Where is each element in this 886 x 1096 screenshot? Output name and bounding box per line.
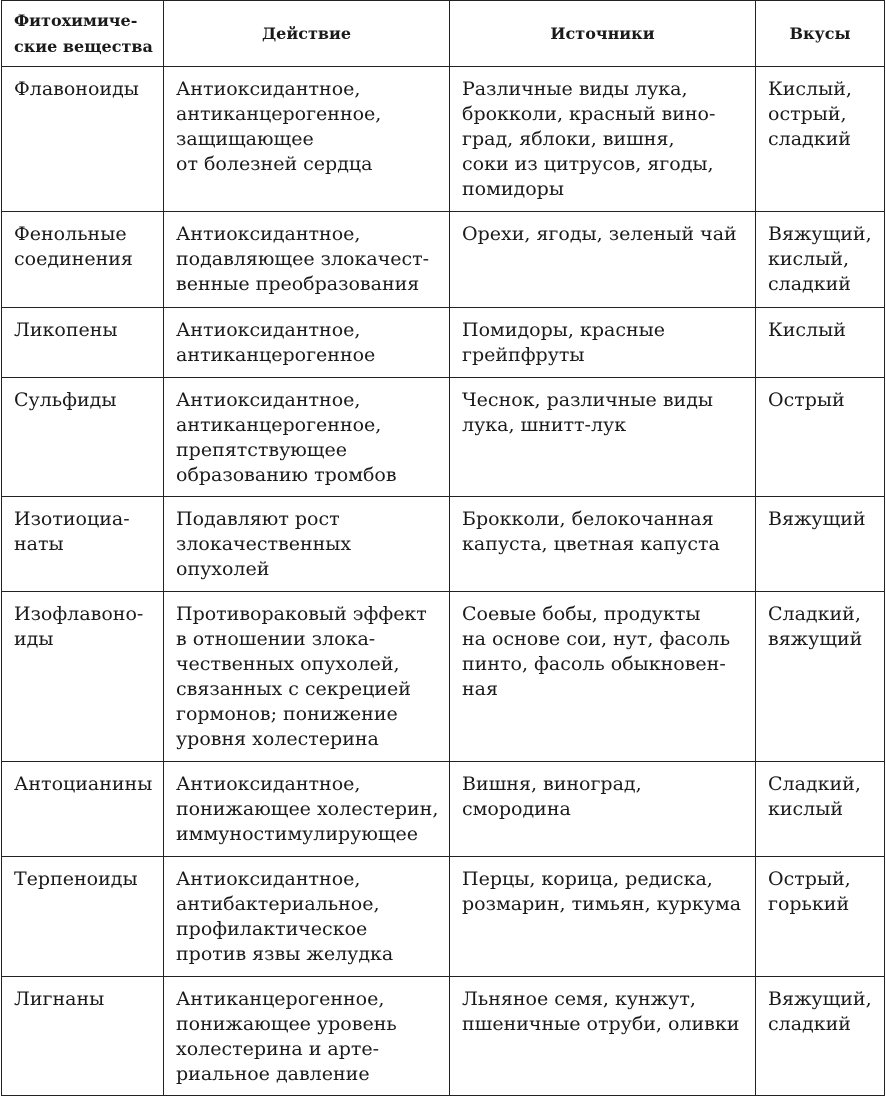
cell-tastes: Вяжущий, кислый, сладкий (756, 212, 885, 308)
cell-tastes: Кислый (756, 308, 885, 378)
cell-sources: Помидоры, красные грейпфруты (450, 308, 756, 378)
cell-action: Антиоксидантное, антиканцерогенное, защищающее от болезней сердца (164, 67, 450, 212)
cell-sources: Чеснок, различные виды лука, шнитт-лук (450, 378, 756, 497)
cell-tastes: Сладкий, вяжущий (756, 592, 885, 762)
cell-sources: Соевые бобы, продукты на основе сои, нут, фасоль пинто, фасоль обыкновен- ная (450, 592, 756, 762)
cell-sources: Различные виды лука, брокколи, красный вино- град, яблоки, вишня, соки из цитрусов, ягоды, помидоры (450, 67, 756, 212)
cell-tastes: Сладкий, кислый (756, 762, 885, 857)
cell-action: Антиканцерогенное, понижающее уровень холестерина и арте- риальное давление (164, 977, 450, 1096)
table-row (2, 857, 885, 977)
cell-substance: Изотиоциа- наты (2, 497, 164, 592)
table-row (2, 977, 885, 1096)
cell-tastes: Острый (756, 378, 885, 497)
cell-substance: Терпеноиды (2, 857, 164, 977)
cell-substance: Ликопены (2, 308, 164, 378)
cell-sources: Вишня, виноград, смородина (450, 762, 756, 857)
table-row (2, 378, 885, 497)
cell-action: Антиоксидантное, антибактериальное, профилактическое против язвы желудка (164, 857, 450, 977)
table-row (2, 308, 885, 378)
cell-sources: Орехи, ягоды, зеленый чай (450, 212, 756, 308)
header-substances: Фитохимиче- ские вещества (2, 1, 164, 67)
cell-sources: Перцы, корица, редиска, розмарин, тимьян, куркума (450, 857, 756, 977)
cell-substance: Лигнаны (2, 977, 164, 1096)
cell-action: Антиоксидантное, подавляющее злокачест- венные преобразования (164, 212, 450, 308)
header-action: Действие (164, 1, 450, 67)
table-row (2, 212, 885, 308)
cell-sources: Льняное семя, кунжут, пшеничные отруби, оливки (450, 977, 756, 1096)
cell-substance: Фенольные соединения (2, 212, 164, 308)
cell-action: Антиоксидантное, понижающее холестерин, иммуностимулирующее (164, 762, 450, 857)
header-tastes: Вкусы (756, 1, 885, 67)
table-row (2, 592, 885, 762)
phytochemicals-table (1, 0, 885, 1096)
cell-sources: Брокколи, белокочанная капуста, цветная капуста (450, 497, 756, 592)
header-row (2, 1, 885, 67)
cell-tastes: Вяжущий (756, 497, 885, 592)
cell-action: Антиоксидантное, антиканцерогенное (164, 308, 450, 378)
table-row (2, 762, 885, 857)
cell-substance: Антоцианины (2, 762, 164, 857)
cell-action: Антиоксидантное, антиканцерогенное, препятствующее образованию тромбов (164, 378, 450, 497)
cell-substance: Флавоноиды (2, 67, 164, 212)
cell-tastes: Вяжущий, сладкий (756, 977, 885, 1096)
cell-tastes: Острый, горький (756, 857, 885, 977)
table-row (2, 497, 885, 592)
table-row (2, 67, 885, 212)
cell-tastes: Кислый, острый, сладкий (756, 67, 885, 212)
cell-action: Противораковый эффект в отношении злока- чественных опухолей, связанных с секрецией гормонов; понижение уровня холестерина (164, 592, 450, 762)
header-sources: Источники (450, 1, 756, 67)
cell-action: Подавляют рост злокачественных опухолей (164, 497, 450, 592)
cell-substance: Сульфиды (2, 378, 164, 497)
cell-substance: Изофлавоно- иды (2, 592, 164, 762)
